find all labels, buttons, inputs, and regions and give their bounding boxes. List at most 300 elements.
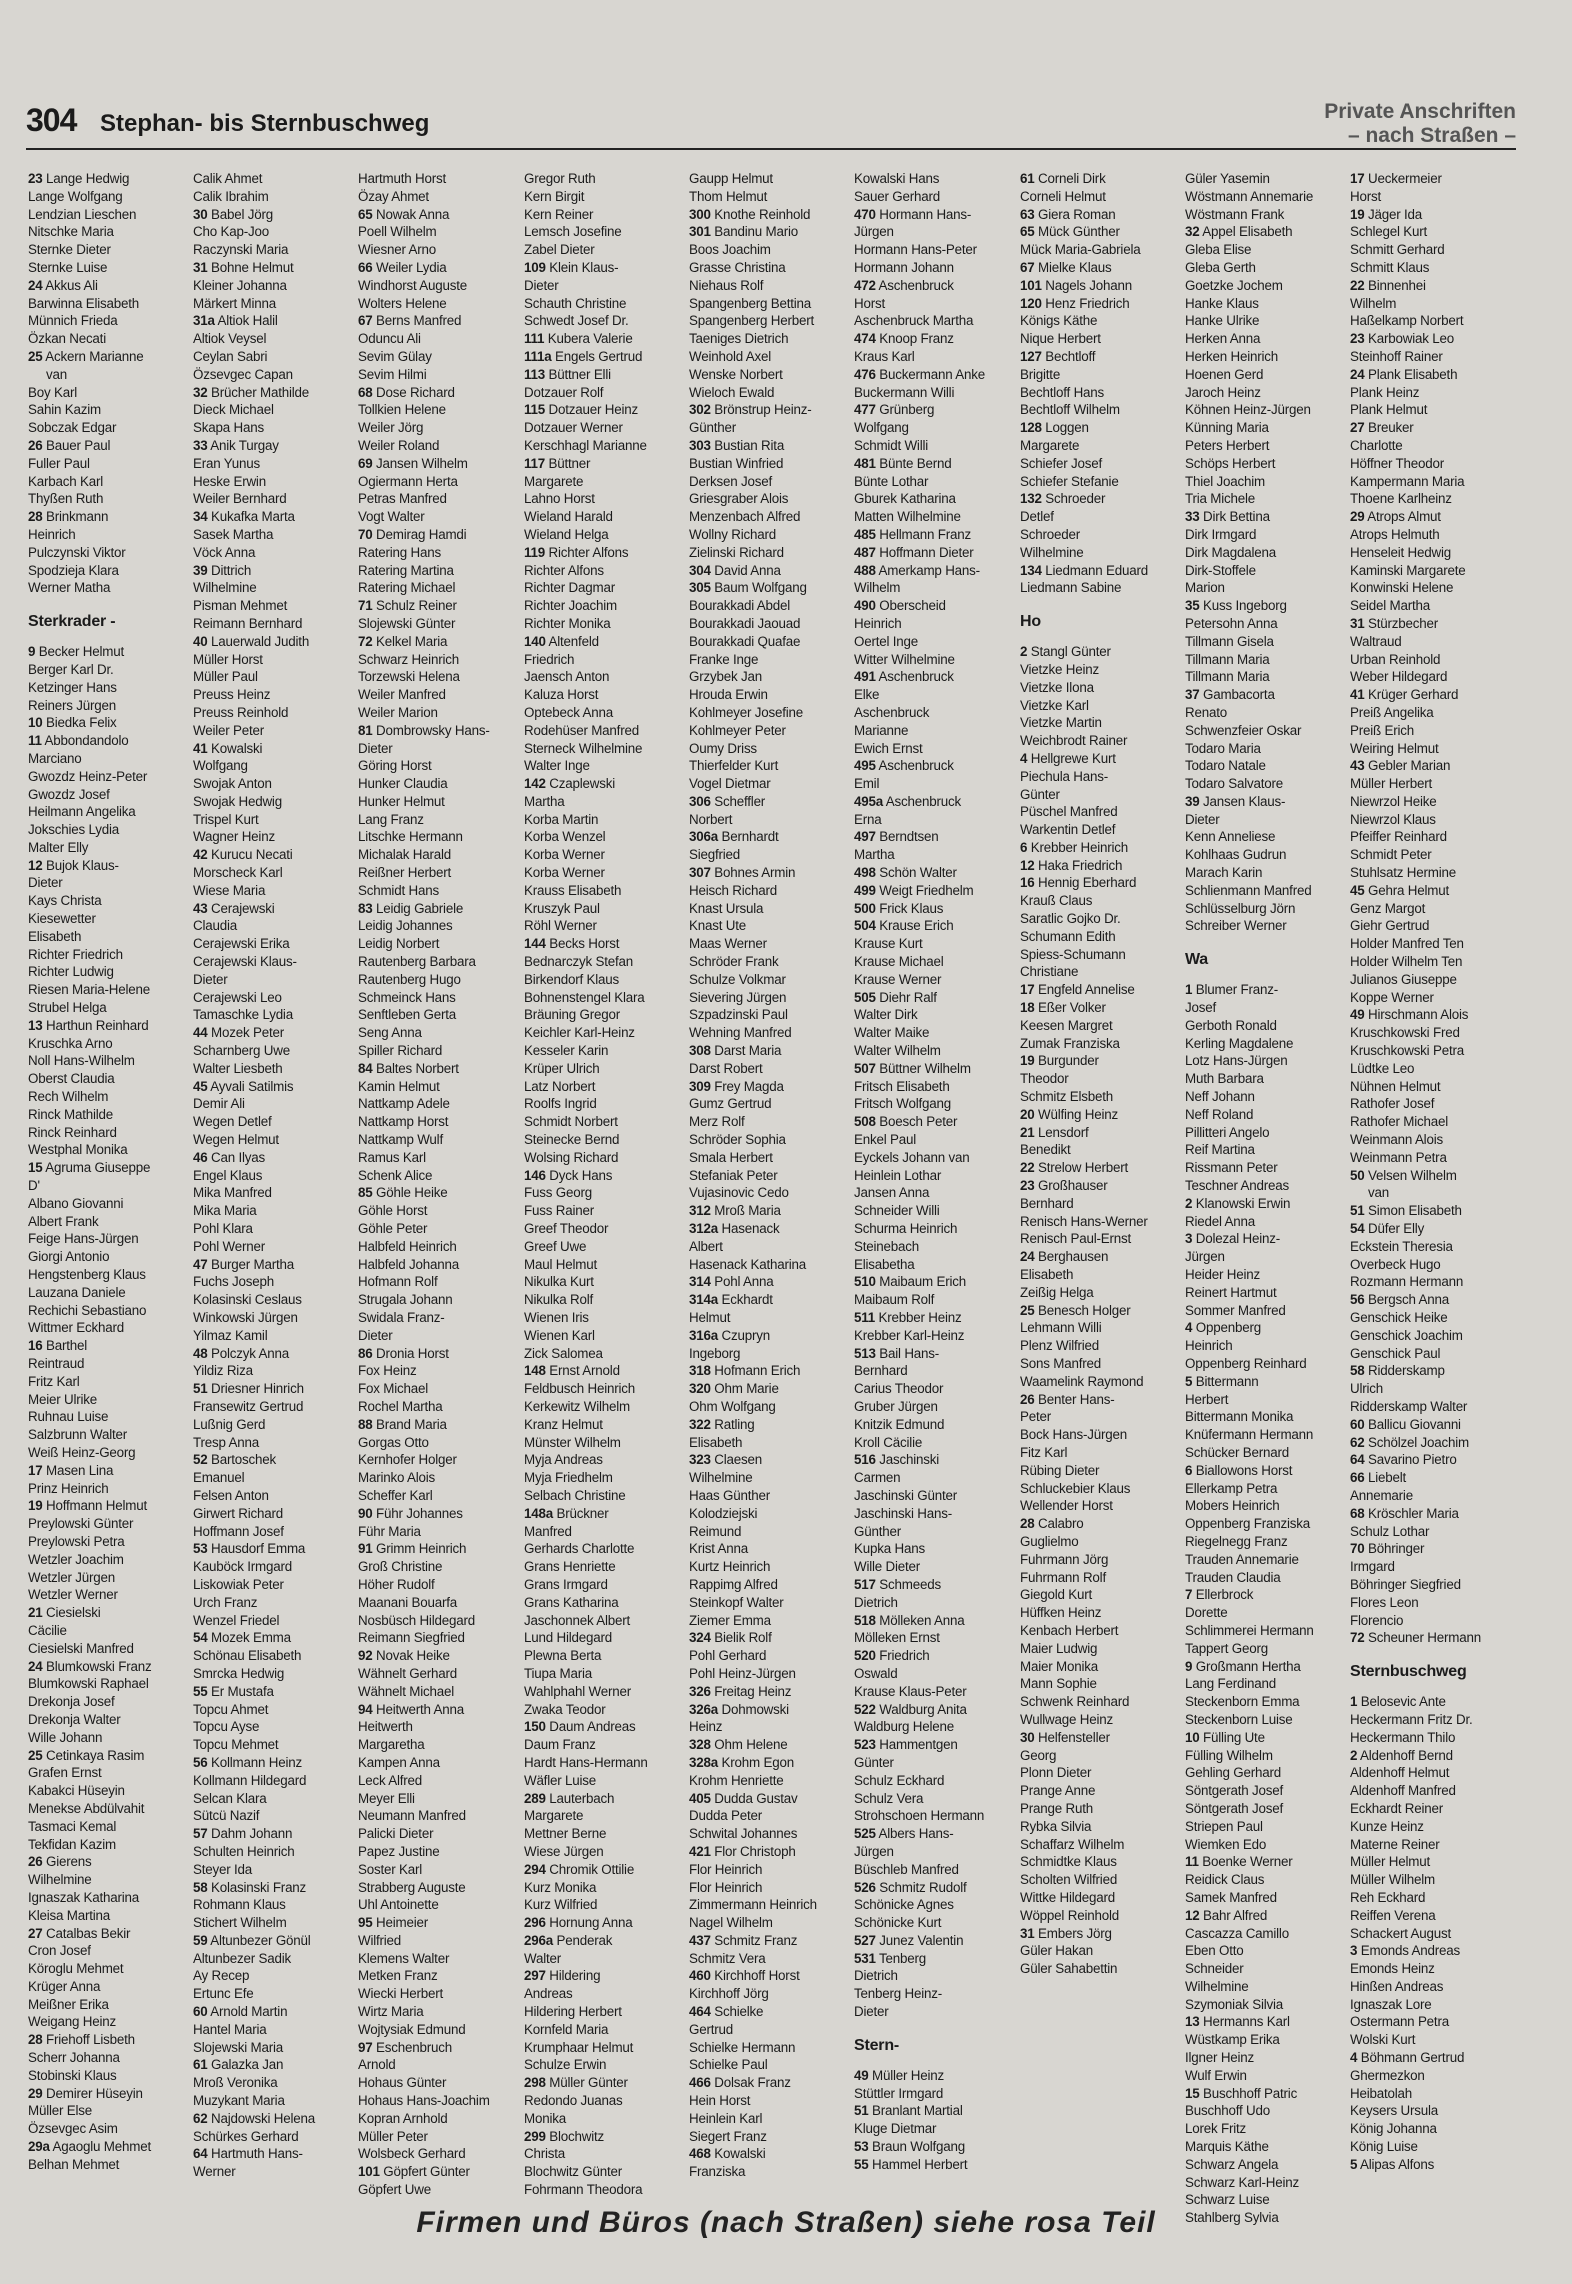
directory-entry: Kesseler Karin	[524, 1043, 609, 1059]
directory-entry: Flor Heinrich	[689, 1879, 763, 1895]
directory-entry: Richter Dagmar	[524, 580, 615, 596]
house-number: 25	[28, 1747, 43, 1763]
house-number: 516	[854, 1452, 876, 1468]
house-number: 54	[1350, 1221, 1365, 1237]
directory-entry: Bittermann Monika	[1185, 1409, 1294, 1425]
directory-entry: Malter Elly	[28, 839, 89, 855]
house-number: 511	[854, 1310, 876, 1325]
directory-entry: 67 Berns Manfred	[358, 313, 462, 329]
directory-entry: Walter	[524, 1950, 561, 1966]
directory-entry: 477 Grünberg	[854, 402, 935, 418]
directory-entry: Wegen Helmut	[193, 1132, 279, 1148]
directory-entry: Schmitz Vera	[689, 1950, 766, 1966]
directory-entry: Lußnig Gerd	[193, 1416, 266, 1432]
house-number: 25	[28, 348, 43, 364]
house-number: 88	[358, 1416, 373, 1432]
directory-entry: 22 Binnenhei	[1350, 277, 1426, 293]
house-number: 518	[854, 1612, 876, 1628]
house-number: 10	[1185, 1729, 1200, 1745]
directory-entry: Waltraud	[1350, 633, 1402, 649]
column-6	[854, 170, 1014, 2195]
directory-entry: Buschhoff Udo	[1185, 2103, 1270, 2119]
directory-entry: Reinert Hartmut	[1185, 1284, 1277, 1300]
directory-entry: Feldbusch Heinrich	[524, 1381, 636, 1397]
directory-entry: Jürgen	[1185, 1249, 1225, 1265]
directory-entry: Theodor	[1020, 1071, 1069, 1087]
directory-entry: 37 Gambacorta	[1185, 687, 1275, 703]
directory-entry: Birkendorf Klaus	[524, 971, 620, 987]
house-number: 314	[689, 1274, 711, 1290]
section-heading-line2: – nach Straßen –	[1347, 124, 1516, 147]
directory-entry: Wellender Horst	[1020, 1498, 1113, 1514]
house-number: 320	[689, 1381, 711, 1397]
directory-entry: 48 Polczyk Anna	[193, 1345, 290, 1361]
directory-entry: Ellerkamp Petra	[1185, 1480, 1278, 1496]
directory-entry: Ulrich	[1350, 1381, 1384, 1397]
directory-entry: 324 Bielik Rolf	[689, 1630, 772, 1646]
directory-entry: Rappimg Alfred	[689, 1576, 778, 1592]
directory-entry: 328 Ohm Helene	[689, 1737, 788, 1753]
directory-entry: Gwozdz Heinz-Peter	[28, 768, 148, 784]
directory-entry: 115 Dotzauer Heinz	[524, 402, 639, 418]
directory-entry: Reh Eckhard	[1350, 1889, 1426, 1905]
house-number: 115	[524, 402, 546, 418]
directory-entry: Wittmer Eckhard	[28, 1320, 124, 1336]
directory-entry: Dorette	[1185, 1605, 1228, 1621]
directory-entry: Weigang Heinz	[28, 2014, 116, 2030]
house-number: 56	[1350, 1292, 1365, 1308]
house-number: 117	[524, 455, 546, 471]
house-number: 527	[854, 1932, 876, 1948]
directory-entry: 65 Nowak Anna	[358, 206, 450, 222]
directory-entry: Martha	[854, 847, 895, 863]
directory-entry: 91 Grimm Heinrich	[358, 1541, 467, 1557]
directory-entry: 476 Buckermann Anke	[854, 366, 985, 382]
directory-entry: Nattkamp Adele	[358, 1096, 450, 1112]
directory-entry: 23 Karbowiak Leo	[1350, 331, 1455, 347]
house-number: 63	[1020, 206, 1035, 222]
house-number: 308	[689, 1043, 711, 1059]
directory-entry: 23 Lange Hedwig	[28, 171, 130, 186]
directory-entry: 128 Loggen	[1020, 420, 1089, 436]
directory-entry: 314a Eckhardt	[689, 1292, 773, 1308]
directory-entry: Swojak Anton	[193, 776, 272, 792]
directory-entry: 2 Klanowski Erwin	[1185, 1195, 1291, 1211]
house-number: 13	[28, 1017, 43, 1033]
directory-entry: 16 Barthel	[28, 1338, 88, 1354]
directory-entry: 32 Appel Elisabeth	[1185, 224, 1293, 240]
directory-entry: 405 Dudda Gustav	[689, 1790, 798, 1806]
directory-entry: 54 Düfer Elly	[1350, 1221, 1425, 1237]
directory-entry: Zabel Dieter	[524, 242, 595, 258]
house-number: 58	[193, 1879, 208, 1895]
directory-entry: 29a Agaoglu Mehmet	[28, 2139, 151, 2155]
directory-entry: 67 Mielke Klaus	[1020, 259, 1112, 275]
directory-entry: Overbeck Hugo	[1350, 1256, 1441, 1272]
directory-entry: Girwert Richard	[193, 1505, 284, 1521]
house-number: 90	[358, 1505, 373, 1521]
house-number: 26	[28, 1854, 43, 1870]
directory-entry: Güler Sahabettin	[1020, 1961, 1118, 1977]
directory-entry: D'	[28, 1178, 40, 1194]
directory-entry: 68 Kröschler Maria	[1350, 1505, 1459, 1521]
directory-entry: Schwedt Josef Dr.	[524, 313, 629, 329]
house-number: 1	[1350, 1694, 1358, 1710]
directory-entry: 111 Kubera Valerie	[524, 331, 633, 347]
directory-entry: 326a Dohmowski	[689, 1701, 789, 1717]
directory-entry: Wolsing Richard	[524, 1149, 619, 1165]
directory-entry: Hasenack Katharina	[689, 1256, 806, 1272]
directory-entry: Michalak Harald	[358, 847, 452, 863]
directory-entry: Riedel Anna	[1185, 1213, 1256, 1229]
directory-entry: Winkowski Jürgen	[193, 1310, 298, 1325]
directory-entry: Schaffarz Wilhelm	[1020, 1836, 1125, 1852]
directory-entry: 27 Catalbas Bekir	[28, 1925, 131, 1941]
directory-entry: Göring Horst	[358, 758, 432, 774]
house-number: 490	[854, 598, 876, 614]
directory-entry: Scharnberg Uwe	[193, 1043, 290, 1059]
directory-entry: Söntgerath Josef	[1185, 1783, 1284, 1799]
house-number: 326a	[689, 1701, 718, 1717]
directory-entry: Wolters Helene	[358, 295, 447, 311]
house-number: 504	[854, 918, 876, 934]
directory-entry: Tillmann Maria	[1185, 651, 1270, 667]
house-number: 66	[358, 259, 373, 275]
house-number: 312a	[689, 1221, 718, 1237]
directory-entry: Grans Irmgard	[524, 1576, 608, 1592]
directory-entry: Tillmann Gisela	[1185, 633, 1274, 649]
house-number: 57	[193, 1826, 208, 1842]
directory-entry: Krauß Claus	[1020, 893, 1093, 909]
directory-entry: Seidel Martha	[1350, 598, 1431, 614]
directory-entry: 51 Branlant Martial	[854, 2103, 963, 2119]
directory-entry: 522 Waldburg Anita	[854, 1701, 967, 1717]
house-number: 22	[1350, 277, 1365, 293]
directory-entry: Kenbach Herbert	[1020, 1622, 1119, 1638]
house-number: 29	[28, 2085, 43, 2101]
directory-entry: 505 Diehr Ralf	[854, 989, 937, 1005]
directory-entry: Schmidt Peter	[1350, 847, 1432, 863]
house-number: 525	[854, 1826, 876, 1842]
directory-entry: Ohm Wolfgang	[689, 1398, 776, 1414]
house-number: 25	[1020, 1302, 1035, 1318]
directory-entry: Marinko Alois	[358, 1470, 436, 1486]
directory-entry: Knitzik Edmund	[854, 1416, 945, 1432]
directory-entry: Tekfidan Kazim	[28, 1836, 116, 1852]
page-number: 304	[26, 102, 77, 138]
house-number: 43	[193, 900, 208, 916]
directory-entry: Kerschhagl Marianne	[524, 437, 647, 453]
directory-entry: König Luise	[1350, 2139, 1418, 2155]
directory-entry: Kamin Helmut	[358, 1078, 440, 1094]
directory-entry: Mölleken Ernst	[854, 1630, 940, 1646]
directory-entry: Lahno Horst	[524, 491, 595, 507]
house-number: 91	[358, 1541, 373, 1557]
directory-entry: 64 Savarino Pietro	[1350, 1452, 1457, 1468]
directory-entry: Steinebach	[854, 1238, 920, 1254]
directory-entry: 470 Hormann Hans-	[854, 206, 972, 222]
directory-entry: Schulz Vera	[854, 1790, 924, 1806]
house-number: 48	[193, 1345, 208, 1361]
column-4	[524, 170, 684, 2198]
directory-entry: Schwital Johannes	[689, 1826, 798, 1842]
directory-entry: Wetzler Jürgen	[28, 1569, 116, 1585]
directory-entry: Schürkes Gerhard	[193, 2128, 299, 2144]
directory-entry: 29 Atrops Almut	[1350, 509, 1441, 525]
directory-entry: Giehr Gertrud	[1350, 918, 1430, 934]
directory-entry: Lorek Fritz	[1185, 2121, 1247, 2137]
house-number: 86	[358, 1345, 373, 1361]
directory-entry: Wöstmann Frank	[1185, 206, 1285, 222]
directory-entry: Myja Andreas	[524, 1452, 603, 1468]
directory-entry: 28 Calabro	[1020, 1516, 1084, 1532]
directory-entry: Cäcilie	[28, 1622, 67, 1638]
directory-entry: Maanani Bouarfa	[358, 1594, 457, 1610]
directory-entry: Schmitt Klaus	[1350, 259, 1430, 275]
house-number: 67	[1020, 259, 1035, 275]
directory-entry: Pohl Heinz-Jürgen	[689, 1665, 796, 1681]
directory-entry: Wienen Iris	[524, 1310, 589, 1325]
house-number: 148	[524, 1363, 546, 1379]
house-number: 296	[524, 1915, 546, 1931]
directory-entry: Darst Robert	[689, 1060, 763, 1076]
directory-entry: Mroß Veronika	[193, 2075, 278, 2091]
directory-entry: Pisman Mehmet	[193, 598, 288, 614]
directory-entry: 31 Bohne Helmut	[193, 259, 294, 275]
directory-entry: Scheffer Karl	[358, 1487, 433, 1503]
directory-entry: Fohrmann Theodora	[524, 2182, 643, 2198]
directory-entry: Tiupa Maria	[524, 1665, 593, 1681]
house-number: 322	[689, 1416, 711, 1432]
directory-entry: Lauzana Daniele	[28, 1284, 126, 1300]
house-number: 522	[854, 1701, 876, 1717]
directory-entry: 520 Friedrich	[854, 1648, 930, 1664]
directory-entry: Heske Erwin	[193, 473, 266, 489]
directory-entry: Nattkamp Horst	[358, 1114, 449, 1130]
directory-entry: Emil	[854, 776, 880, 792]
house-number: 109	[524, 259, 546, 275]
directory-entry: 21 Ciesielski	[28, 1605, 101, 1621]
directory-entry: Vogt Walter	[358, 509, 425, 525]
directory-entry: 41 Kowalski	[193, 740, 263, 756]
house-number: 34	[193, 509, 208, 525]
directory-entry: Flor Heinrich	[689, 1861, 763, 1877]
house-number: 29a	[28, 2139, 50, 2155]
directory-entry: Rübing Dieter	[1020, 1462, 1100, 1478]
directory-entry: 508 Boesch Peter	[854, 1114, 958, 1130]
directory-entry: Fülling Wilhelm	[1185, 1747, 1273, 1763]
house-number: 128	[1020, 420, 1042, 436]
directory-entry: Dietrich	[854, 1968, 898, 1984]
house-number: 68	[1350, 1505, 1365, 1521]
directory-entry: Tollkien Helene	[358, 402, 446, 418]
directory-entry: Spangenberg Bettina	[689, 295, 812, 311]
directory-entry: Hohaus Günter	[358, 2075, 447, 2091]
directory-entry: Nikulka Rolf	[524, 1292, 594, 1308]
house-number: 495a	[854, 793, 883, 809]
directory-entry: Hartmuth Horst	[358, 171, 446, 186]
directory-entry: Richter Monika	[524, 615, 611, 631]
directory-entry: Albert	[689, 1238, 723, 1254]
directory-entry: Wehning Manfred	[689, 1025, 792, 1041]
directory-entry: Margaretha	[358, 1737, 425, 1753]
house-number: 52	[193, 1452, 208, 1468]
directory-entry: Lange Wolfgang	[28, 188, 123, 204]
house-number: 61	[1020, 171, 1035, 186]
directory-entry: Wüstkamp Erika	[1185, 2032, 1280, 2048]
directory-entry: 134 Liedmann Eduard	[1020, 562, 1148, 578]
directory-entry: Wilhelmine	[1185, 1978, 1249, 1994]
directory-entry: Pulczynski Viktor	[28, 544, 126, 560]
directory-entry: Grans Henriette	[524, 1559, 616, 1575]
house-number: 9	[28, 644, 36, 660]
house-number: 5	[1185, 1373, 1193, 1389]
directory-entry: Krüper Ulrich	[524, 1060, 600, 1076]
house-number: 526	[854, 1879, 876, 1895]
house-number: 294	[524, 1861, 546, 1877]
house-number: 4	[1185, 1320, 1193, 1336]
directory-entry: 95 Heimeier	[358, 1915, 428, 1931]
directory-entry: 10 Fülling Ute	[1185, 1729, 1265, 1745]
directory-entry: Nühnen Helmut	[1350, 1078, 1441, 1094]
directory-entry: 51 Driesner Hinrich	[193, 1381, 304, 1397]
directory-entry: Jaschinski Hans-	[854, 1505, 953, 1521]
house-number: 6	[1020, 839, 1028, 855]
directory-entry: Konwinski Helene	[1350, 580, 1454, 596]
directory-entry: Hrouda Erwin	[689, 687, 768, 703]
directory-entry: Kerkewitz Wilhelm	[524, 1398, 630, 1414]
directory-entry: Dieter	[854, 2004, 889, 2020]
street-heading: Ho	[1020, 613, 1041, 631]
directory-entry: Wieloch Ewald	[689, 384, 775, 400]
house-number: 45	[193, 1078, 208, 1094]
directory-entry: Sevim Gülay	[358, 348, 432, 364]
directory-entry: Söntgerath Josef	[1185, 1800, 1284, 1816]
directory-entry: Schurma Heinrich	[854, 1221, 958, 1237]
directory-entry: Wiecki Herbert	[358, 1986, 443, 2002]
directory-entry: Wilhelmine	[28, 1872, 92, 1888]
directory-entry: Ratering Hans	[358, 544, 441, 560]
directory-entry: Reintraud	[28, 1356, 85, 1371]
directory-entry: Eyckels Johann van	[854, 1149, 970, 1165]
directory-entry: Belhan Mehmet	[28, 2156, 120, 2172]
house-number: 101	[358, 2164, 380, 2180]
directory-entry: Vogel Dietmar	[689, 776, 771, 792]
directory-entry: 323 Claesen	[689, 1452, 762, 1468]
directory-entry: 148 Ernst Arnold	[524, 1363, 620, 1379]
directory-entry: Grasse Christina	[689, 259, 786, 275]
directory-entry: Morscheck Karl	[193, 865, 283, 881]
directory-entry: 511 Krebber Heinz	[854, 1310, 962, 1325]
directory-entry: Jokschies Lydia	[28, 822, 120, 838]
directory-entry: Schwarz Karl-Heinz	[1185, 2174, 1299, 2190]
directory-entry: Dieter	[28, 875, 63, 891]
directory-entry: Rechichi Sebastiano	[28, 1302, 147, 1318]
directory-entry: 44 Mozek Peter	[193, 1025, 284, 1041]
directory-entry: 468 Kowalski	[689, 2146, 766, 2162]
directory-entry: Elisabeth	[689, 1434, 743, 1450]
directory-entry: Sütcü Nazif	[193, 1808, 260, 1824]
directory-entry: Ceylan Sabri	[193, 348, 268, 364]
directory-entry: Dieter	[358, 740, 393, 756]
directory-entry: Schlienmann Manfred	[1185, 882, 1312, 898]
directory-entry: 120 Henz Friedrich	[1020, 295, 1130, 311]
directory-entry: Wojtysiak Edmund	[358, 2021, 466, 2037]
directory-entry: Wolski Kurt	[1350, 2032, 1416, 2048]
house-number: 67	[358, 313, 373, 329]
directory-entry: Jaroch Heinz	[1185, 384, 1261, 400]
directory-entry: Westphal Monika	[28, 1142, 128, 1158]
house-number: 113	[524, 366, 546, 382]
directory-entry: Weiler Roland	[358, 437, 440, 453]
house-number: 51	[854, 2103, 869, 2119]
directory-entry: Friedrich	[524, 651, 575, 667]
directory-entry: Ilgner Heinz	[1185, 2050, 1255, 2066]
directory-entry: Schroeder	[1020, 526, 1080, 542]
directory-entry: Niewrzol Heike	[1350, 793, 1437, 809]
house-number: 31	[1020, 1925, 1035, 1941]
directory-entry: Dotzauer Rolf	[524, 384, 604, 400]
column-7	[1020, 170, 1180, 2195]
directory-entry: Reif Martina	[1185, 1142, 1255, 1158]
directory-entry: 495 Aschenbruck	[854, 758, 954, 774]
directory-entry: Claudia	[193, 918, 238, 934]
directory-entry: 15 Buschhoff Patric	[1185, 2085, 1298, 2101]
directory-entry: 17 Engfeld Annelise	[1020, 982, 1135, 998]
directory-entry: Georg	[1020, 1747, 1057, 1763]
directory-entry: Neumann Manfred	[358, 1808, 466, 1824]
directory-entry: Nique Herbert	[1020, 331, 1101, 347]
house-number: 15	[1185, 2085, 1200, 2101]
directory-entry: Stahlberg Sylvia	[1185, 2210, 1279, 2226]
directory-entry: 437 Schmitz Franz	[689, 1932, 798, 1948]
directory-entry: 56 Bergsch Anna	[1350, 1292, 1449, 1308]
directory-entry: Lang Ferdinand	[1185, 1676, 1277, 1692]
directory-entry: Schmitz Elsbeth	[1020, 1089, 1114, 1105]
house-number: 437	[689, 1932, 711, 1948]
house-number: 10	[28, 715, 43, 731]
directory-entry: Lehmann Willi	[1020, 1320, 1102, 1336]
directory-entry: Spodzieja Klara	[28, 562, 119, 578]
directory-entry: Kays Christa	[28, 893, 102, 909]
directory-entry: Maier Ludwig	[1020, 1640, 1098, 1656]
house-number: 18	[1020, 1000, 1035, 1016]
directory-entry: Kampermann Maria	[1350, 473, 1465, 489]
directory-entry: Boos Joachim	[689, 242, 771, 258]
directory-entry: 46 Can Ilyas	[193, 1149, 266, 1165]
directory-entry: Elisabeth	[1020, 1267, 1074, 1283]
directory-entry: Wiese Jürgen	[524, 1843, 604, 1859]
directory-entry: Raczynski Maria	[193, 242, 289, 258]
directory-entry: Grans Katharina	[524, 1594, 619, 1610]
directory-entry: 307 Bohnes Armin	[689, 865, 796, 881]
directory-entry: Metken Franz	[358, 1968, 438, 1984]
directory-entry: Heinrich	[1185, 1338, 1233, 1354]
directory-entry: Eckstein Theresia	[1350, 1238, 1453, 1254]
house-number: 324	[689, 1630, 711, 1646]
directory-entry: Spiller Richard	[358, 1043, 443, 1059]
directory-entry: Marach Karin	[1185, 865, 1263, 881]
directory-entry: Jaschonnek Albert	[524, 1612, 631, 1628]
directory-entry: Materne Reiner	[1350, 1836, 1440, 1852]
directory-entry: Dirk Irmgard	[1185, 526, 1257, 542]
directory-entry: Swojak Hedwig	[193, 793, 282, 809]
house-number: 304	[689, 562, 711, 578]
directory-entry: Reimann Bernhard	[193, 615, 303, 631]
directory-entry: 294 Chromik Ottilie	[524, 1861, 635, 1877]
directory-entry: Roolfs Ingrid	[524, 1096, 597, 1112]
directory-entry: Preylowski Günter	[28, 1516, 134, 1532]
